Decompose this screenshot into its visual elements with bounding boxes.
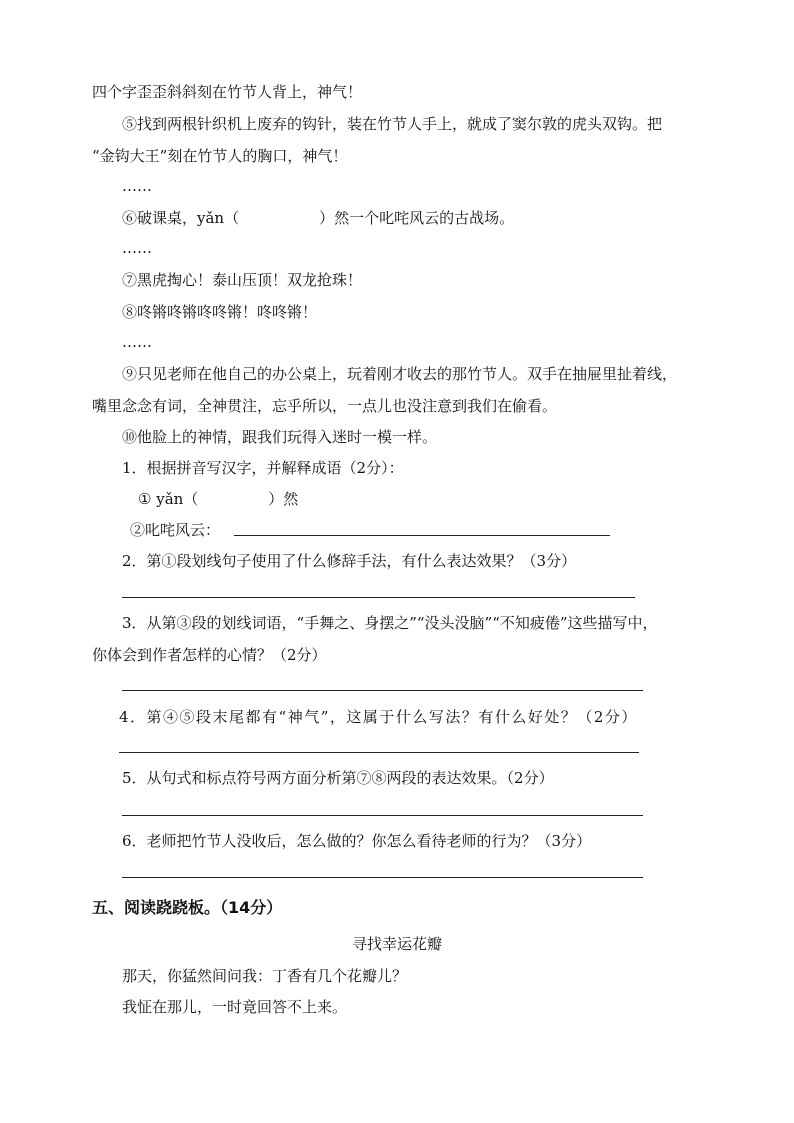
ellipsis-2: …… [122, 239, 152, 257]
paragraph-6-before-blank: ⑥破课桌，yǎn（ [122, 209, 240, 227]
paragraph-9-line-2: 嘴里念念有词，全神贯注，忘乎所以，一点儿也没注意到我们在偷看。 [92, 397, 558, 415]
question-1-b: ②叱咤风云： [130, 521, 221, 539]
reading-line-1: 那天，你猛然间问我：丁香有几个花瓣儿？ [122, 967, 408, 985]
question-1-a-right: ）然 [268, 490, 299, 508]
ellipsis-3: …… [122, 333, 152, 351]
question-3-line-1: 3．从第③段的划线词语，“手舞之、身摆之”“没头没脑”“不知疲倦”这些描写中， [122, 614, 658, 632]
paragraph-8: ⑧咚锵咚锵咚咚锵！咚咚锵！ [122, 303, 318, 321]
question-1-b-answer-line[interactable] [234, 535, 610, 536]
question-4-answer-line[interactable] [119, 752, 639, 753]
question-6: 6．老师把竹节人没收后，怎么做的？你怎么看待老师的行为？（3分） [122, 832, 592, 850]
paragraph-10: ⑩他脸上的神情，跟我们玩得入迷时一模一样。 [122, 428, 438, 446]
question-4: 4．第④⑤段末尾都有“神气”，这属于什么写法？有什么好处？（2分） [119, 708, 638, 726]
question-5: 5．从句式和标点符号两方面分析第⑦⑧两段的表达效果。（2分） [122, 769, 554, 787]
ellipsis-1: …… [122, 177, 152, 195]
question-1-a [138, 489, 298, 509]
paragraph-6 [122, 208, 514, 228]
paragraph-9-line-1: ⑨只见老师在他自己的办公桌上，玩着刚才收去的那竹节人。双手在抽屉里扯着线， [122, 365, 678, 383]
section-5-heading: 五、阅读跷跷板。（14分） [92, 898, 283, 917]
question-3-answer-line[interactable] [122, 690, 643, 691]
paragraph-4-tail: 四个字歪歪斜斜刻在竹节人背上，神气！ [92, 83, 363, 101]
paragraph-5-line-2: “金钩大王”刻在竹节人的胸口，神气！ [92, 147, 348, 165]
reading-line-2: 我怔在那儿，一时竟回答不上来。 [122, 998, 348, 1016]
question-1-a-left: ① yǎn（ [138, 490, 199, 508]
reading-title: 寻找幸运花瓣 [351, 935, 442, 953]
paragraph-5-line-1: ⑤找到两根针织机上废弃的钩针，装在竹节人手上，就成了窦尔敦的虎头双钩。把 [122, 115, 663, 133]
paragraph-6-after-blank: ）然一个叱咤风云的古战场。 [319, 209, 515, 227]
question-6-answer-line[interactable] [122, 877, 643, 878]
question-2-answer-line[interactable] [122, 597, 635, 598]
paragraph-7: ⑦黑虎掏心！泰山压顶！双龙抢珠！ [122, 271, 363, 289]
question-5-answer-line[interactable] [122, 815, 643, 816]
question-3-line-2: 你体会到作者怎样的心情？（2分） [92, 646, 327, 664]
question-2: 2．第①段划线句子使用了什么修辞手法，有什么表达效果？（3分） [122, 552, 577, 570]
question-1: 1．根据拼音写汉字，并解释成语（2分）： [122, 459, 404, 477]
